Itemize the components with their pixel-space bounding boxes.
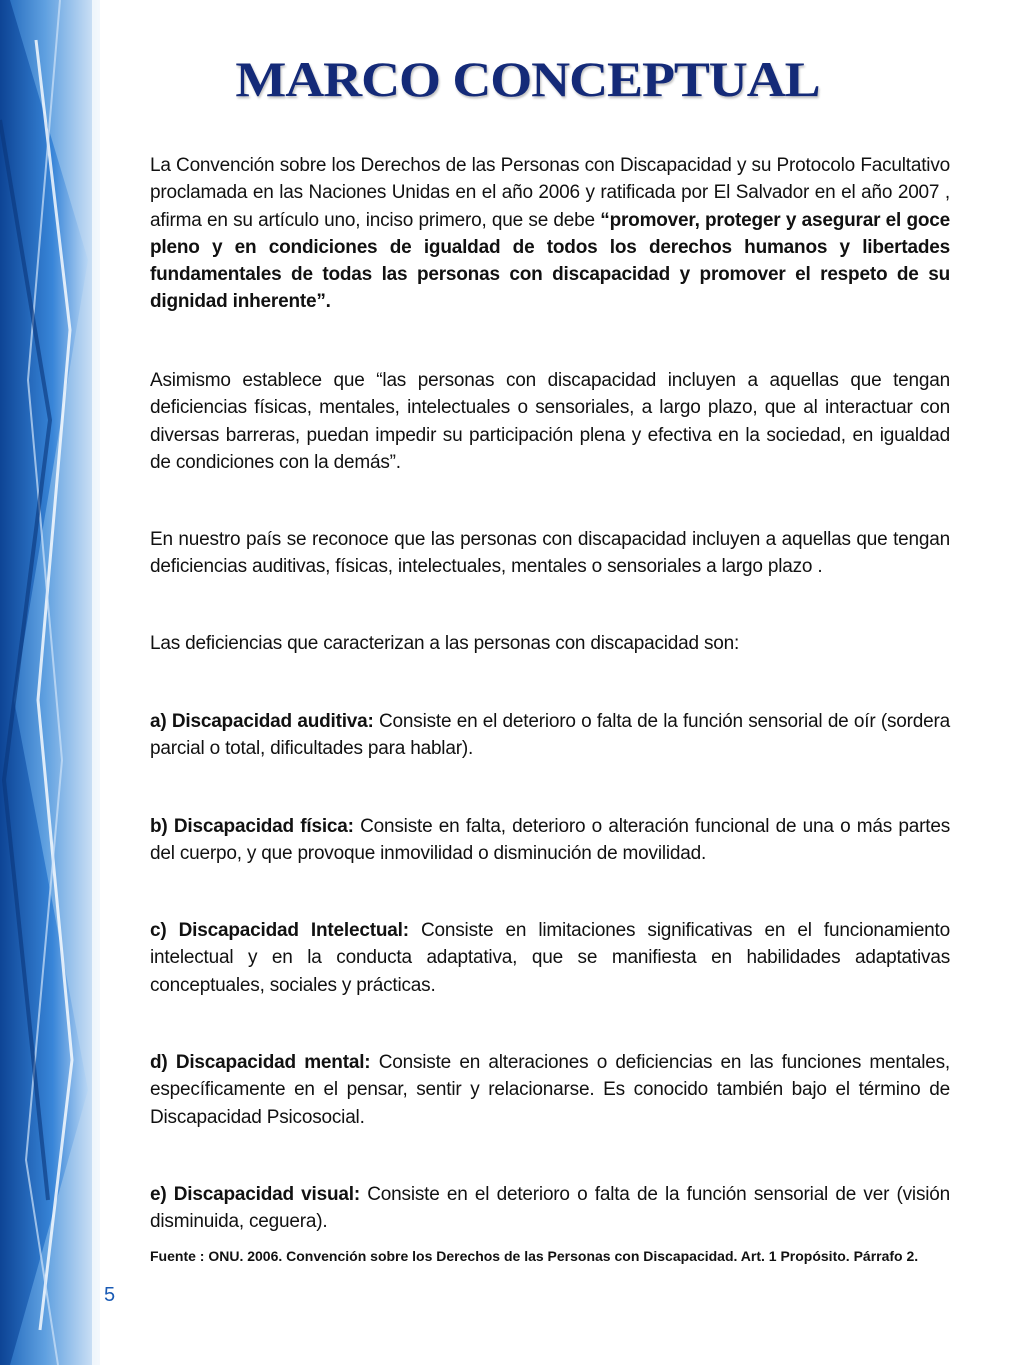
list-item-term: a) Discapacidad auditiva: [150,711,374,732]
list-item-description: Consiste en el deterioro o falta de la función sensorial de oír (sordera parcial o total, dificultades para hablar). [150,711,950,760]
paragraph-convention [150,152,950,316]
list-item-description: Consiste en limitaciones significativas en el funcionamiento intelectual y en la conducta adaptativa, que se manifiesta en habilidades adaptativas conceptuales, sociales y prácticas. [150,920,950,996]
list-item-description: Consiste en falta, deterioro o alteración funcional de una o más partes del cuerpo, y que provoque inmovilidad o disminución de movilidad. [150,816,950,865]
list-item-intelectual [150,917,950,999]
list-item-fisica [150,813,950,868]
paragraph-convention-intro: La Convención sobre los Derechos de las Personas con Discapacidad y su Protocolo Facultativo proclamada en las Naciones Unidas en el año 2006 y ratificada por El Salvador en el año 2007 , afirma en su artículo uno, inciso primero, que se debe [150,155,950,231]
source-citation: Fuente : ONU. 2006. Convención sobre los Derechos de las Personas con Discapacidad. Art. 1 Propósito. Párrafo 2. [150,1248,919,1264]
list-item-auditiva [150,708,950,763]
page-number: 5 [104,1284,116,1306]
paragraph-convention-quote: “promover, proteger y asegurar el goce pleno y en condiciones de igualdad de todos los derechos humanos y libertades fundamentales de todas las personas con discapacidad y promover el respeto de su dignidad inherente”. [150,209,950,313]
list-item-term: b) Discapacidad física: [150,816,354,837]
page-title: MARCO CONCEPTUAL [234,51,820,107]
list-item-term: d) Discapacidad mental: [150,1052,371,1073]
list-item-mental [150,1049,950,1131]
list-item-description: Consiste en el deterioro o falta de la función sensorial de ver (visión disminuida, ceguera). [150,1184,950,1233]
paragraph-national-definition: En nuestro país se reconoce que las personas con discapacidad incluyen a aquellas que tengan deficiencias auditivas, físicas, intelectuales, mentales o sensoriales a largo plazo . [150,529,950,578]
paragraph-deficiencies-intro: Las deficiencias que caracterizan a las personas con discapacidad son: [150,633,740,654]
list-item-description: Consiste en alteraciones o deficiencias en las funciones mentales, específicamente en el pensar, sentir y relacionarse. Es conocido también bajo el término de Discapacidad Psicosocial. [150,1052,950,1128]
list-item-visual [150,1181,950,1236]
paragraph-definition: Asimismo establece que “las personas con discapacidad incluyen a aquellas que tengan deficiencias físicas, mentales, intelectuales o sensoriales, a largo plazo, que al interactuar con diversas barreras, puedan impedir su participación plena y efectiva en la sociedad, en igualdad de condiciones con la demás”. [150,370,950,473]
list-item-term: e) Discapacidad visual: [150,1184,360,1205]
list-item-term: c) Discapacidad Intelectual: [150,920,409,941]
decorative-side-border [0,0,100,1365]
